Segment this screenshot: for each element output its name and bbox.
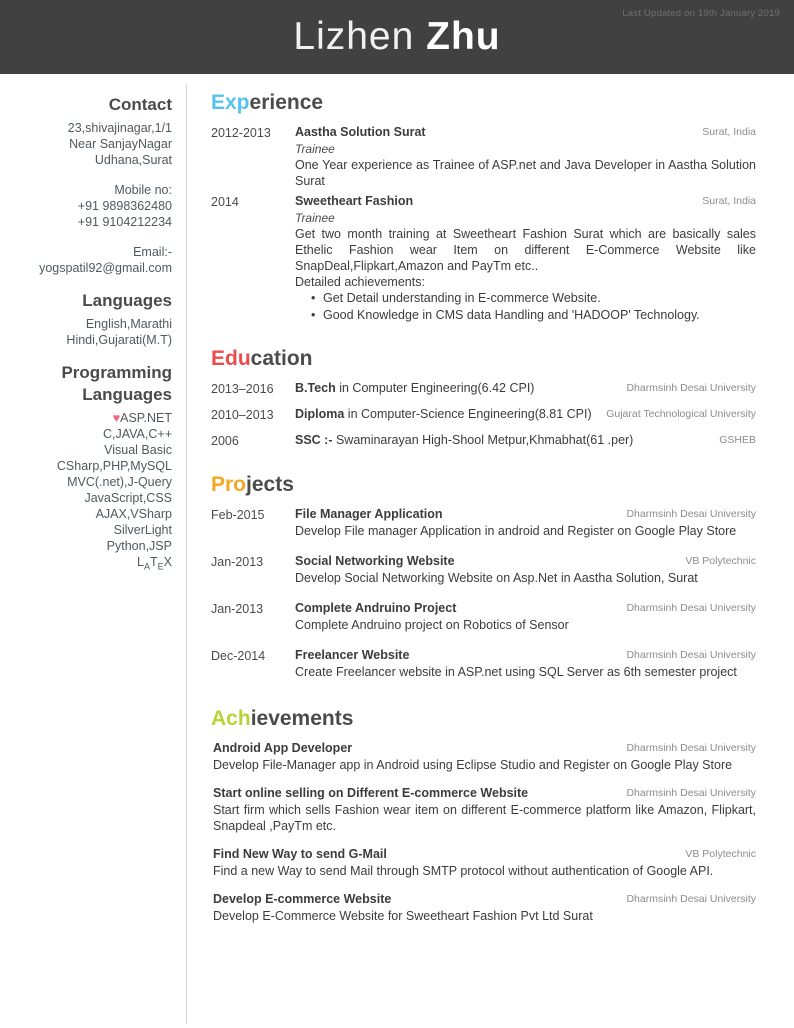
achievement-entry xyxy=(211,846,756,879)
programming-heading-line1: Programming xyxy=(61,363,172,382)
achievement-entry xyxy=(211,891,756,924)
entry-title: Social Networking Website xyxy=(295,554,455,568)
entry-title: Find New Way to send G-Mail xyxy=(213,847,387,861)
entry-description: Develop File-Manager app in Android using Eclipse Studio and Register on Google Play Store xyxy=(213,758,733,772)
mobile-number: +91 9898362480 xyxy=(77,199,172,213)
programming-item: MVC(.net),J-Query xyxy=(67,475,172,489)
entry-title: Complete Andruino Project xyxy=(295,601,457,615)
spacer xyxy=(211,454,756,468)
entry-date: 2012-2013 xyxy=(211,126,271,140)
last-updated-text: Last Updated on 19th January 2019 xyxy=(622,8,780,19)
entry-description: Develop E-Commerce Website for Sweetheart Fashion Pvt Ltd Surat xyxy=(213,909,593,923)
section-heading-education xyxy=(211,346,756,372)
mobile-label: Mobile no: xyxy=(114,183,172,197)
spacer xyxy=(211,694,756,702)
entry-org: Gujarat Technological University xyxy=(606,408,756,420)
degree-name: B.Tech xyxy=(295,381,336,395)
heading-accent: Pro xyxy=(211,473,247,496)
heading-rest: ievements xyxy=(250,707,354,730)
entry-org: Dharmsinh Desai University xyxy=(626,742,756,754)
entry-org: Surat, India xyxy=(702,195,756,207)
entry-title: Develop E-commerce Website xyxy=(213,892,392,906)
first-name: Lizhen xyxy=(293,15,415,58)
entry-bullets xyxy=(295,290,756,324)
languages-heading: Languages xyxy=(82,291,172,310)
heading-accent: Edu xyxy=(211,347,251,370)
resume-header xyxy=(0,0,794,74)
degree-detail: in Computer Engineering(6.42 CPI) xyxy=(335,381,535,395)
education-entry xyxy=(211,406,756,424)
entry-org: Surat, India xyxy=(702,126,756,138)
entry-org: VB Polytechnic xyxy=(685,555,756,567)
programming-item: Python,JSP xyxy=(106,539,172,553)
entry-description: Create Freelancer website in ASP.net using SQL Server as 6th semester project xyxy=(295,665,737,679)
entry-title: Aastha Solution Surat xyxy=(295,125,426,139)
heart-icon: ♥ xyxy=(112,411,121,425)
address-line: 23,shivajinagar,1/1 xyxy=(67,121,172,135)
programming-item-latex: $L_AT_EX$ xyxy=(137,555,172,572)
education-entry xyxy=(211,432,756,450)
entry-date: Jan-2013 xyxy=(211,602,264,616)
contact-mobile xyxy=(0,182,172,230)
programming-item: Visual Basic xyxy=(104,443,172,457)
programming-heading xyxy=(0,362,172,406)
language-item: Hindi,Gujarati(M.T) xyxy=(66,333,172,347)
project-entry xyxy=(211,506,756,539)
entry-description: Develop File manager Application in android and Register on Google Play Store xyxy=(295,524,737,538)
language-item: English,Marathi xyxy=(85,317,172,331)
section-heading-experience xyxy=(211,90,756,116)
languages-list xyxy=(0,316,172,348)
spacer xyxy=(0,170,172,182)
contact-email xyxy=(0,244,172,276)
entry-description: One Year experience as Trainee of ASP.net and Java Developer in Aastha Solution Surat xyxy=(295,158,756,188)
programming-item: JavaScript,CSS xyxy=(84,491,172,505)
project-entry xyxy=(211,647,756,680)
heading-rest: jects xyxy=(246,473,294,496)
section-heading-projects xyxy=(211,472,756,498)
entry-title: Freelancer Website xyxy=(295,648,410,662)
entry-date: 2006 xyxy=(211,434,239,448)
email-value[interactable]: yogspatil92@gmail.com xyxy=(39,261,172,275)
programming-item: C,JAVA,C++ xyxy=(102,427,172,441)
address-line: Udhana,Surat xyxy=(94,153,172,167)
entry-description-secondary: Detailed achievements: xyxy=(295,275,425,289)
entry-date: Feb-2015 xyxy=(211,508,265,522)
contact-address xyxy=(0,120,172,168)
mobile-number: +91 9104212234 xyxy=(77,215,172,229)
entry-org: Dharmsinh Desai University xyxy=(626,893,756,905)
entry-date: Dec-2014 xyxy=(211,649,266,663)
main-content xyxy=(187,74,794,936)
email-label: Email:- xyxy=(133,245,172,259)
sidebar xyxy=(0,74,186,577)
entry-date: 2014 xyxy=(211,195,239,209)
experience-entry xyxy=(211,124,756,189)
spacer xyxy=(0,232,172,244)
programming-item: AJAX,VSharp xyxy=(95,507,172,521)
entry-title: File Manager Application xyxy=(295,507,443,521)
experience-entry xyxy=(211,193,756,324)
entry-org: Dharmsinh Desai University xyxy=(626,787,756,799)
degree-detail: Swaminarayan High-Shool Metpur,Khmabhat(61 .per) xyxy=(332,433,634,447)
entry-title: Sweetheart Fashion xyxy=(295,194,414,208)
entry-org: Dharmsinh Desai University xyxy=(626,649,756,661)
heading-accent: Exp xyxy=(211,91,250,114)
entry-org: GSHEB xyxy=(719,434,756,446)
education-entry xyxy=(211,380,756,398)
entry-description: Get two month training at Sweetheart Fashion Surat which are basically sales Ethelic Fashion wear Item on different E-Commerce Website like SnapDeal,Flipkart,Amazon and PayTm etc.. xyxy=(295,227,756,273)
degree-name: Diploma xyxy=(295,407,345,421)
entry-description: Start firm which sells Fashion wear item on different E-commerce platform like Amazon, Flipkart, Snapdeal ,PayTm etc. xyxy=(213,803,756,833)
entry-org: Dharmsinh Desai University xyxy=(626,508,756,520)
programming-heading-line2: Languages xyxy=(82,385,172,404)
degree-detail: in Computer-Science Engineering(8.81 CPI) xyxy=(344,407,592,421)
bullet-item: • Get Detail understanding in E-commerce Website. xyxy=(311,290,756,307)
contact-heading: Contact xyxy=(108,95,172,114)
entry-subtitle: Trainee xyxy=(295,142,335,156)
entry-org: Dharmsinh Desai University xyxy=(626,382,756,394)
degree-name: SSC :- xyxy=(295,433,333,447)
project-entry xyxy=(211,553,756,586)
resume-body xyxy=(0,74,794,1024)
entry-date: 2013–2016 xyxy=(211,382,274,396)
address-line: Near SanjayNagar xyxy=(69,137,172,151)
entry-description: Find a new Way to send Mail through SMTP protocol without authentication of Google API. xyxy=(213,864,714,878)
bullet-item: • Good Knowledge in CMS data Handling and 'HADOOP' Technology. xyxy=(311,307,756,324)
entry-org: Dharmsinh Desai University xyxy=(626,602,756,614)
spacer xyxy=(211,328,756,342)
achievement-entry xyxy=(211,740,756,773)
entry-title: Android App Developer xyxy=(213,741,353,755)
last-name: Zhu xyxy=(426,15,501,58)
programming-list xyxy=(0,410,172,575)
entry-subtitle: Trainee xyxy=(295,211,335,225)
entry-date: 2010–2013 xyxy=(211,408,274,422)
entry-description: Complete Andruino project on Robotics of Sensor xyxy=(295,618,569,632)
section-heading-achievements xyxy=(211,706,756,732)
heading-accent: Ach xyxy=(211,707,251,730)
entry-date: Jan-2013 xyxy=(211,555,264,569)
entry-org: VB Polytechnic xyxy=(685,848,756,860)
project-entry xyxy=(211,600,756,633)
programming-item-label: ASP.NET xyxy=(120,411,172,425)
programming-item xyxy=(0,410,172,426)
achievement-entry xyxy=(211,785,756,834)
entry-description: Develop Social Networking Website on Asp.Net in Aastha Solution, Surat xyxy=(295,571,698,585)
heading-rest: erience xyxy=(249,91,324,114)
heading-rest: cation xyxy=(250,347,313,370)
entry-title: Start online selling on Different E-commerce Website xyxy=(213,786,529,800)
programming-item: SilverLight xyxy=(113,523,172,537)
programming-item: CSharp,PHP,MySQL xyxy=(56,459,172,473)
entry-title xyxy=(295,432,756,449)
